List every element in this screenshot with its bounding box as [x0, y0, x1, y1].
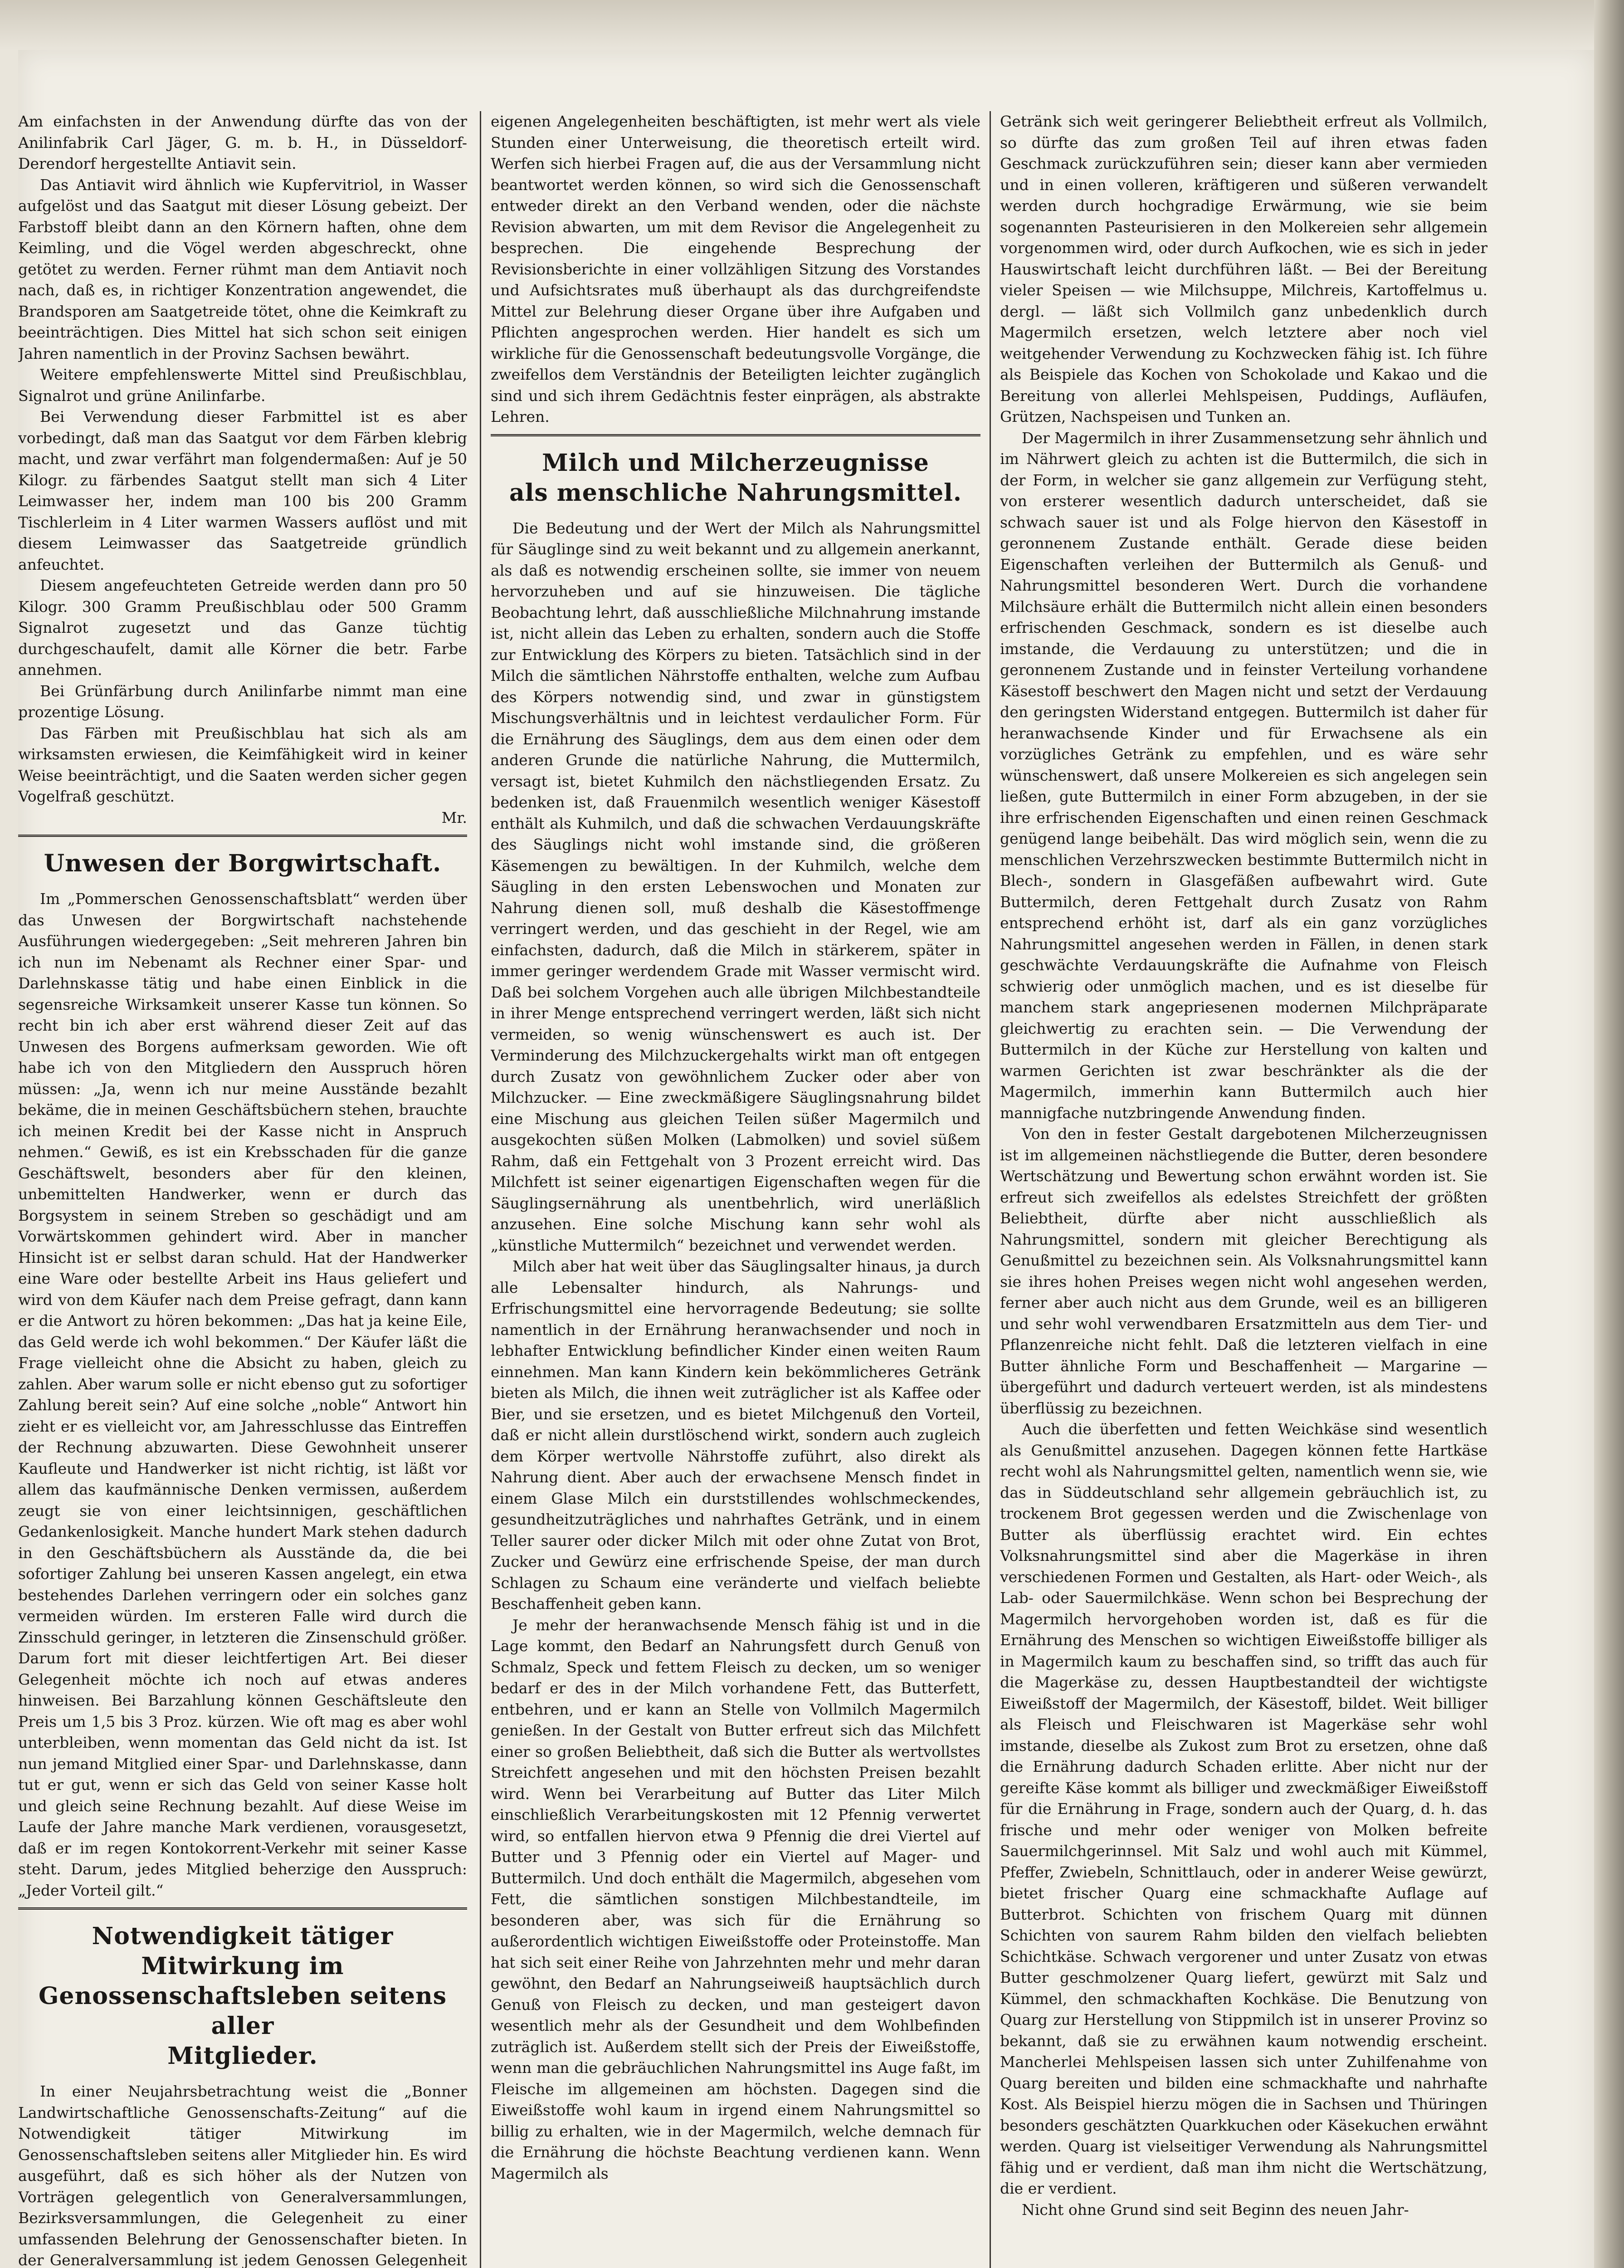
- paragraph: Getränk sich weit geringerer Beliebtheit erfreut als Vollmilch, so dürfte das zum großen Teil auf ihren etwas faden Geschmack zurückzuführen sein; dieser kann aber vermieden und in einen volleren, kräftigeren und süßeren verwandelt werden durch hochgradige Erwärmung, wie sie beim sogenannten Pasteurisieren in den Molkereien sehr allgemein vorgenommen wird, oder durch Aufkochen, wie es sich in jeder Hauswirtschaft leicht durchführen läßt. — Bei der Bereitung vieler Speisen — wie Milchsuppe, Milchreis, Kartoffelmus u. dergl. — läßt sich Vollmilch ganz unbedenklich durch Magermilch ersetzen, welch letztere aber noch viel weitgehender Verwendung zu Kochzwecken fähig ist. Ich führe als Beispiele das Kochen von Schokolade und Kakao und die Bereitung von allerlei Mehlspeisen, Puddings, Aufläufen, Grützen, Nachspeisen und Tunken an.: [1000, 112, 1487, 425]
- paragraph: Das Antiavit wird ähnlich wie Kupfervitriol, in Wasser aufgelöst und das Saatgut mit dieser Lösung gebeizt. Der Farbstoff bleibt dann an den Körnern haften, ohne dem Keimling, und die Vögel werden abgeschreckt, ohne getötet zu werden. Ferner rühmt man dem Antiavit noch nach, daß es, in richtiger Konzentration angewendet, die Brandsporen am Saatgetreide tötet, ohne die Keimkraft zu beeinträchtigen. Dies Mittel hat sich schon seit einigen Jahren namentlich in der Provinz Sachsen bewährt.: [18, 176, 467, 362]
- page-edge-shadow: [1594, 0, 1624, 2268]
- paragraph: Am einfachsten in der Anwendung dürfte das von der Anilinfabrik Carl Jäger, G. m. b. H., in Düsseldorf-Derendorf hergestellte Antiavit sein.: [18, 112, 467, 172]
- article-title: [18, 849, 467, 879]
- article-title-line: Notwendigkeit tätiger Mitwirkung im: [92, 1922, 394, 1980]
- paragraph: Diesem angefeuchteten Getreide werden dann pro 50 Kilogr. 300 Gramm Preußischblau oder 500 Gramm Signalrot zugesetzt und das Ganze tüchtig durchgeschaufelt, damit alle Körner die betr. Farbe annehmen.: [18, 577, 467, 679]
- article-title: [491, 448, 980, 508]
- paragraph: In einer Neujahrsbetrachtung weist die „Bonner Landwirtschaftliche Genossenschafts-Zeitung“ auf die Notwendigkeit tätiger Mitwirkung im Genossenschaftsleben seitens aller Mitglieder hin. Es wird ausgeführt, daß es sich höher als der Nutzen von Vorträgen gelegentlich von Generalversammlungen, Bezirksversammlungen, die Gelegenheit zu einer umfassenden Belehrung der Genossenschafter bieten. In der Generalversammlung ist jedem Genossen Gelegenheit: [18, 2082, 467, 2268]
- column-divider: [480, 111, 481, 2268]
- paragraph: eigenen Angelegenheiten beschäftigten, ist mehr wert als viele Stunden einer Unterweisung, die theoretisch erteilt wird. Werfen sich hierbei Fragen auf, die aus der Versammlung nicht beantwortet werden können, so wird sich die Genossenschaft entweder direkt an den Verband wenden, oder die nächste Revision abwarten, um mit dem Revisor die Angelegenheit zu besprechen. Die eingehende Besprechung der Revisionsberichte in einer vollzähligen Sitzung des Vorstandes und Aufsichtsrates muß überhaupt als das durchgreifendste Mittel zur Belehrung dieser Organe über ihre Aufgaben und Pflichten angesprochen werden. Hier handelt es sich um wirkliche für die Genossenschaft bedeutungsvolle Vorgänge, die zweifellos dem Verständnis der Beteiligten leichter zugänglich sind und sich ihrem Gedächtnis fester einprägen, als abstrakte Lehren.: [491, 112, 980, 425]
- paragraph: Je mehr der heranwachsende Mensch fähig ist und in die Lage kommt, den Bedarf an Nahrungsfett durch Genuß von Schmalz, Speck und fettem Fleisch zu decken, um so weniger bedarf er des in der Milch vorhandene Fett, das Butterfett, entbehren, und er kann an Stelle von Vollmilch Magermilch genießen. In der Gestalt von Butter erfreut sich das Milchfett einer so großen Beliebtheit, daß sich die Butter als wertvollstes Streichfett angesehen und mit den höchsten Preisen bezahlt wird. Wenn bei Verarbeitung auf Butter das Liter Milch einschließlich Verarbeitungskosten mit 12 Pfennig verwertet wird, so entfallen hiervon etwa 9 Pfennig die drei Viertel auf Butter und 3 Pfennig oder ein Viertel auf Mager- und Buttermilch. Und doch enthält die Magermilch, abgesehen vom Fett, die sämtlichen sonstigen Milchbestandteile, im besonderen aber, was sich für die Ernährung so außerordentlich wichtigen Eiweißstoffe oder Proteinstoffe. Man hat sich seit einer Reihe von Jahrzehnten mehr und mehr daran gewöhnt, den Bedarf an Nahrungseiweiß hauptsächlich durch Genuß von Fleisch zu decken, und man gesteigert davon wesentlich mehr als der Gesundheit und dem Wohlbefinden zuträglich ist. Außerdem stellt sich der Preis der Eiweißstoffe, wenn man die gebräuchlichen Nahrungsmittel ins Auge faßt, im Fleische im allgemeinen am höchsten. Dagegen sind die Eiweißstoffe wohl kaum in irgend einem Nahrungsmittel so billig zu erhalten, wie in der Magermilch, welche demnach für die Ernährung die höchste Beachtung verdienen kann. Wenn Magermilch als: [491, 1616, 980, 2182]
- paragraph: Der Magermilch in ihrer Zusammensetzung sehr ähnlich und im Nährwert gleich zu achten ist die Buttermilch, die sich in der Form, in welcher sie ganz allgemein zur Verfügung steht, von ersterer wesentlich dadurch unterscheidet, daß sie schwach sauer ist und als Folge hiervon den Käsestoff in geronnenem Zustande enthält. Gerade diese beiden Eigenschaften verleihen der Buttermilch als Genuß- und Nahrungsmittel besonderen Wert. Durch die vorhandene Milchsäure erhält die Buttermilch nicht allein einen besonders erfrischenden Geschmack, sondern es ist dieselbe auch imstande, die Verdauung zu unterstützen; und die in geronnenem Zustande und in feinster Verteilung vorhandene Käsestoff beschwert den Magen nicht und setzt der Verdauung den geringsten Widerstand entgegen. Buttermilch ist daher für heranwachsende Kinder und für Erwachsene als ein vorzügliches Getränk zu empfehlen, und es wäre sehr wünschenswert, daß unsere Molkereien es sich angelegen sein ließen, gute Buttermilch in einer Form abzugeben, in der sie ihre erfrischenden Eigenschaften und einen reinen Geschmack genügend lange beibehält. Das wird möglich sein, wenn die zu menschlichen Verzehrszwecken bestimmte Buttermilch nicht in Blech-, sondern in Glasgefäßen aufbewahrt wird. Gute Buttermilch, deren Fettgehalt durch Zusatz von Rahm entsprechend erhöht ist, darf als ein ganz vorzügliches Nahrungsmittel angesehen werden in Fällen, in denen stark geschwächte Verdauungskräfte die Aufnahme von Fleisch schwierig oder unmöglich machen, und es ist dieselbe für manchem stark angepriesenen modernen Milchpräparate gleichwertig zu erachten sein. — Die Verwendung der Buttermilch in der Küche zur Herstellung von kalten und warmen Gerichten ist zwar beschränkter als die der Magermilch, immerhin kann Buttermilch auch hier mannigfache nutzbringende Anwendung finden.: [1000, 429, 1487, 1122]
- article-title-line: Unwesen der Borgwirtschaft.: [44, 850, 442, 877]
- section-divider: [18, 1907, 467, 1910]
- paragraph: Nicht ohne Grund sind seit Beginn des neuen Jahr-: [1022, 2200, 1409, 2219]
- column-3: [1000, 111, 1487, 2268]
- column-divider: [990, 111, 991, 2268]
- paragraph: Bei Grünfärbung durch Anilinfarbe nimmt man eine prozentige Lösung.: [18, 682, 467, 721]
- column-1: [18, 111, 467, 2268]
- scan-top-margin: [0, 0, 1624, 50]
- article-title-line: als menschliche Nahrungsmittel.: [509, 479, 962, 507]
- paragraph: Milch aber hat weit über das Säuglingsalter hinaus, ja durch alle Lebensalter hindurch, als Nahrungs- und Erfrischungsmittel eine hervorragende Bedeutung; sie sollte namentlich in der Ernährung heranwachsender und noch in lebhafter Entwicklung befindlicher Kinder einen weiten Raum einnehmen. Man kann Kindern kein bekömmlicheres Getränk bieten als Milch, die ihnen weit zuträglicher ist als Kaffee oder Bier, und sie ersetzen, und es bietet Milchgenuß den Vorteil, daß er nicht allein durstlöschend wirkt, sondern auch zugleich dem Körper wertvolle Nährstoffe zuführt, also direkt als Nahrung dient. Aber auch der erwachsene Mensch findet in einem Glase Milch ein durststillendes wohlschmeckendes, gesundheitzuträgliches und nahrhaftes Getränk, und in einem Teller saurer oder dicker Milch mit oder ohne Zutat von Brot, Zucker und Gewürz eine erfrischende Speise, der man durch Schlagen zu Schaum eine veränderte und vielfach beliebte Beschaffenheit geben kann.: [491, 1257, 980, 1613]
- article-signature: Mr.: [441, 808, 467, 826]
- article-title-line: Genossenschaftsleben seitens aller: [38, 1982, 447, 2040]
- paragraph: Auch die überfetten und fetten Weichkäse sind wesentlich als Genußmittel anzusehen. Dagegen können fette Hartkäse recht wohl als Nahrungsmittel gelten, namentlich wenn sie, wie das in Süddeutschland sehr allgemein gebräuchlich ist, zu trockenem Brot gegessen werden und die Zwischenlage von Butter als überflüssig erachtet wird. Ein echtes Volksnahrungsmittel sind aber die Magerkäse in ihren verschiedenen Formen und Gestalten, als Hart- oder Weich-, als Lab- oder Sauermilchkäse. Wenn schon bei Besprechung der Magermilch hervorgehoben worden ist, daß es für die Ernährung des Menschen so wichtigen Eiweißstoffe billiger als in Magermilch kaum zu beschaffen sind, so trifft das auch für die Magerkäse zu, dessen Hauptbestandteil der wichtigste Eiweißstoff der Magermilch, der Käsestoff, bildet. Weit billiger als Fleisch und Fleischwaren ist Magerkäse sehr wohl imstande, dieselbe als Zukost zum Brot zu ersetzen, ohne daß die Ernährung dadurch Schaden erlitte. Aber nicht nur der gereifte Käse kommt als billiger und zweckmäßiger Eiweißstoff für die Ernährung in Frage, sondern auch der Quarg, d. h. das frische und mehr oder weniger von Molken befreite Sauermilchgerinnsel. Mit Salz und wohl auch mit Kümmel, Pfeffer, Zwiebeln, Schnittlauch, oder in anderer Weise gewürzt, bietet frischer Quarg eine schmackhafte Auflage auf Butterbrot. Schichten von frischem Quarg mit dünnen Schichten von saurem Rahm bilden den vielfach beliebten Schichtkäse. Schwach vergorener und unter Zusatz von etwas Butter geschmolzener Quarg liefert, gewürzt mit Salz und Kümmel, den schmackhaften Kochkäse. Die Benutzung von Quarg zur Herstellung von Stippmilch ist in unserer Provinz so bekannt, daß sie zu erwähnen kaum notwendig erscheint. Mancherlei Mehlspeisen lassen sich unter Zuhilfenahme von Quarg bereiten und bilden eine schmackhafte und nahrhafte Kost. Als Beispiel hierzu mögen die in Sachsen und Thüringen besonders geschätzten Quarkkuchen oder Käsekuchen erwähnt werden. Quarg ist vielseitiger Verwendung als Nahrungsmittel fähig und er verdient, daß man ihm nicht die Wertschätzung, die er verdient.: [1000, 1420, 1487, 2197]
- paragraph: Das Färben mit Preußischblau hat sich als am wirksamsten erwiesen, die Keimfähigkeit wird in keiner Weise beeinträchtigt, und die Saaten werden sicher gegen Vogelfraß geschützt.: [18, 724, 467, 805]
- paragraph: Weitere empfehlenswerte Mittel sind Preußischblau, Signalrot und grüne Anilinfarbe.: [18, 366, 467, 405]
- section-divider: [491, 434, 980, 436]
- paragraph: Die Bedeutung und der Wert der Milch als Nahrungsmittel für Säuglinge sind zu weit bekannt und zu allgemein anerkannt, als daß es notwendig erscheinen sollte, sie immer von neuem hervorzuheben und auf sie hinzuweisen. Die tägliche Beobachtung lehrt, daß ausschließliche Milchnahrung imstande ist, nicht allein das Leben zu erhalten, sondern auch die Stoffe zur Entwicklung des Körpers zu bieten. Tatsächlich sind in der Milch die sämtlichen Nährstoffe enthalten, welche zum Aufbau des Körpers notwendig sind, und zwar in günstigstem Mischungsverhältnis und in leichtest verdaulicher Form. Für die Ernährung des Säuglings, dem aus dem einen oder dem anderen Grunde die natürliche Nahrung, die Muttermilch, versagt ist, bietet Kuhmilch den nächstliegenden Ersatz. Zu bedenken ist, daß Frauenmilch wesentlich weniger Käsestoff enthält als Kuhmilch, und daß die schwachen Verdauungskräfte des Säuglings nicht wohl imstande sind, die größeren Käsemengen zu bewältigen. In der Kuhmilch, welche dem Säugling in den ersten Lebenswochen und Monaten zur Nahrung dienen soll, muß deshalb die Käsestoffmenge verringert werden, und das geschieht in der Regel, wie am einfachsten, dadurch, daß die Milch in stärkerem, später in immer geringer werdendem Grade mit Wasser vermischt wird. Daß bei solchem Vorgehen auch alle übrigen Milchbestandteile in ihrer Menge entsprechend verringert werden, läßt sich nicht vermeiden, so wenig wünschenswert es auch ist. Der Verminderung des Milchzuckergehalts wirkt man oft entgegen durch Zusatz von gewöhnlichem Zucker oder aber von Milchzucker. — Eine zweckmäßigere Säuglingsnahrung bildet eine Mischung aus gleichen Teilen süßer Magermilch und ausgekochten süßen Molken (Labmolken) und soviel süßem Rahm, daß ein Fettgehalt von 3 Prozent erreicht wird. Das Milchfett ist seiner eigenartigen Eigenschaften wegen für die Säuglingsernährung als unentbehrlich, wird unerläßlich anzusehen. Eine solche Mischung kann sehr wohl als „künstliche Muttermilch“ bezeichnet und verwendet werden.: [491, 519, 980, 1254]
- paragraph: Im „Pommerschen Genossenschaftsblatt“ werden über das Unwesen der Borgwirtschaft nachstehende Ausführungen wiedergegeben: „Seit mehreren Jahren bin ich nun im Nebenamt als Rechner einer Spar- und Darlehnskasse tätig und habe einen Einblick in die segensreiche Wirksamkeit unserer Kasse tun können. So recht bin ich aber erst während dieser Zeit auf das Unwesen des Borgens aufmerksam geworden. Wie oft habe ich von den Mitgliedern den Ausspruch hören müssen: „Ja, wenn ich nur meine Ausstände bezahlt bekäme, die in meinen Geschäftsbüchern stehen, brauchte ich meinen Kredit bei der Kasse nicht in Anspruch nehmen.“ Gewiß, es ist ein Krebsschaden für die ganze Geschäftswelt, besonders aber für den kleinen, unbemittelten Handwerker, wenn er durch das Borgsystem in seinem Streben so geschädigt und am Vorwärtskommen gehindert wird. Aber in mancher Hinsicht ist er selbst daran schuld. Hat der Handwerker eine Ware oder bestellte Arbeit ins Haus geliefert und wird von dem Käufer nach dem Preise gefragt, dann kann er die Antwort zu hören bekommen: „Das hat ja keine Eile, das Geld werde ich wohl bekommen.“ Der Käufer läßt die Frage vielleicht ohne die Absicht zu haben, gleich zu zahlen. Aber warum solle er nicht ebenso gut zu sofortiger Zahlung bereit sein? Auf eine solche „noble“ Antwort hin zieht er es vielleicht vor, am Jahresschlusse das Eintreffen der Rechnung abzuwarten. Diese Gewohnheit unserer Kaufleute und Handwerker ist nicht richtig, ist läßt vor allem das kaufmännische Denken vermissen, außerdem zeugt sie von einer leichtsinnigen, geschäftlichen Gedankenlosigkeit. Manche hundert Mark stehen dadurch in den Geschäftsbüchern als Ausstände da, die bei sofortiger Zahlung bei unseren Kassen angelegt, ein etwa bestehendes Darlehen verringern oder ein solches ganz vermeiden würden. Im ersteren Falle wird durch die Zinsschuld geringer, in letzteren die Zinsenschuld größer. Darum fort mit dieser leichtfertigen Art. Bei dieser Gelegenheit möchte ich noch auf etwas anderes hinweisen. Bei Barzahlung können Geschäftsleute den Preis um 1,5 bis 3 Proz. kürzen. Wie oft mag es aber wohl unterbleiben, wenn momentan das Geld nicht da ist. Ist nun jemand Mitglied einer Spar- und Darlehnskasse, dann tut er gut, wenn er sich das Geld von seiner Kasse holt und gleich seine Rechnung bezahlt. Auf diese Weise im Laufe der Jahre manche Mark verdienen, vorausgesetzt, daß er im regen Kontokorrent-Verkehr mit seiner Kasse steht. Darum, jedes Mitglied beherzige den Ausspruch: „Jeder Vorteil gilt.“: [18, 890, 467, 1899]
- article-title: [18, 1921, 467, 2071]
- paragraph: Bei Verwendung dieser Farbmittel ist es aber vorbedingt, daß man das Saatgut vor dem Färben klebrig macht, und zwar verfährt man folgendermaßen: Auf je 50 Kilogr. zu färbendes Saatgut stellt man sich 4 Liter Leimwasser her, indem man 100 bis 200 Gramm Tischlerleim in 4 Liter warmen Wassers auflöst und mit diesem Leimwasser das Saatgetreide gründlich anfeuchtet.: [18, 408, 467, 573]
- article-title-line: Milch und Milcherzeugnisse: [542, 449, 929, 477]
- column-2: [491, 111, 980, 2268]
- section-divider: [18, 835, 467, 837]
- article-title-line: Mitglieder.: [167, 2042, 318, 2070]
- paragraph: Von den in fester Gestalt dargebotenen Milcherzeugnissen ist im allgemeinen nächstliegende die Butter, deren besondere Wertschätzung und Bewertung schon erwähnt worden ist. Sie erfreut sich zweifellos als edelstes Streichfett der größten Beliebtheit, dürfte aber nicht ausschließlich als Nahrungsmittel, sondern mit gleicher Berechtigung als Genußmittel zu bezeichnen sein. Als Volksnahrungsmittel kann sie ihres hohen Preises wegen nicht wohl angesehen werden, ferner aber auch nicht aus dem Grunde, weil es an billigeren und sehr wohl verwendbaren Ersatzmitteln aus dem Tier- und Pflanzenreiche nicht fehlt. Daß die letzteren vielfach in eine Butter ähnliche Form und Beschaffenheit — Margarine — übergeführt und dadurch verteuert werden, ist als mindestens überflüssig zu bezeichnen.: [1000, 1125, 1487, 1417]
